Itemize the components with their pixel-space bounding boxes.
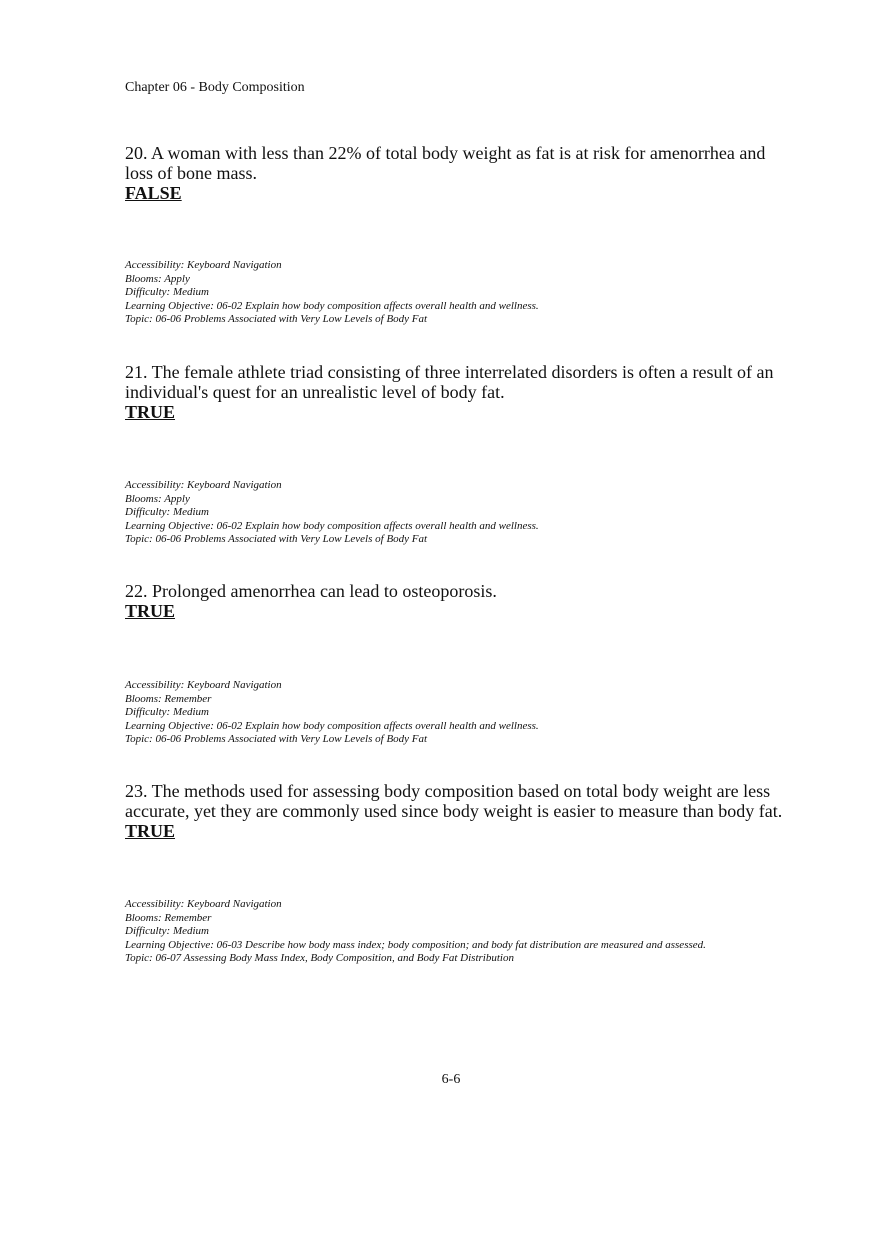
meta-learning-objective: Learning Objective: 06-02 Explain how body composition affects overall health and wellness. xyxy=(125,519,539,532)
question-20 xyxy=(125,143,785,203)
question-23-metadata xyxy=(125,898,825,966)
question-text: 23. The methods used for assessing body composition based on total body weight are less accurate, yet they are commonly used since body weight is easier to measure than body fat. xyxy=(125,781,783,821)
meta-difficulty: Difficulty: Medium xyxy=(125,286,210,298)
meta-accessibility: Accessibility: Keyboard Navigation xyxy=(125,898,282,910)
question-text: 21. The female athlete triad consisting of three interrelated disorders is often a result of an individual's quest for an unrealistic level of body fat. xyxy=(125,362,774,402)
meta-blooms: Blooms: Apply xyxy=(125,272,190,285)
chapter-header: Chapter 06 - Body Composition xyxy=(125,80,305,95)
question-text: 22. Prolonged amenorrhea can lead to osteoporosis. xyxy=(125,581,497,601)
meta-topic: Topic: 06-06 Problems Associated with Very Low Levels of Body Fat xyxy=(125,313,428,325)
question-answer: TRUE xyxy=(125,402,176,422)
question-23 xyxy=(125,781,785,841)
meta-difficulty: Difficulty: Medium xyxy=(125,706,210,718)
page-number: 6-6 xyxy=(441,1072,461,1087)
meta-topic: Topic: 06-06 Problems Associated with Very Low Levels of Body Fat xyxy=(125,733,428,745)
question-22-metadata xyxy=(125,679,825,747)
question-22 xyxy=(125,581,785,621)
question-text: 20. A woman with less than 22% of total body weight as fat is at risk for amenorrhea and loss of bone mass. xyxy=(125,143,766,183)
question-21-metadata xyxy=(125,479,825,547)
meta-learning-objective: Learning Objective: 06-02 Explain how body composition affects overall health and wellness. xyxy=(125,719,539,732)
meta-blooms: Blooms: Remember xyxy=(125,692,212,705)
meta-accessibility: Accessibility: Keyboard Navigation xyxy=(125,679,282,691)
meta-blooms: Blooms: Remember xyxy=(125,911,212,924)
question-answer: TRUE xyxy=(125,821,176,841)
meta-learning-objective: Learning Objective: 06-02 Explain how body composition affects overall health and wellness. xyxy=(125,299,539,312)
meta-topic: Topic: 06-06 Problems Associated with Very Low Levels of Body Fat xyxy=(125,533,428,545)
question-20-metadata xyxy=(125,259,825,327)
meta-accessibility: Accessibility: Keyboard Navigation xyxy=(125,479,282,491)
meta-difficulty: Difficulty: Medium xyxy=(125,506,210,518)
question-answer: TRUE xyxy=(125,601,176,621)
question-answer: FALSE xyxy=(125,183,182,203)
meta-accessibility: Accessibility: Keyboard Navigation xyxy=(125,259,282,271)
question-21 xyxy=(125,362,785,422)
meta-learning-objective: Learning Objective: 06-03 Describe how body mass index; body composition; and body fat distribution are measured and assessed. xyxy=(125,938,706,951)
meta-topic: Topic: 06-07 Assessing Body Mass Index, Body Composition, and Body Fat Distribution xyxy=(125,952,514,964)
meta-difficulty: Difficulty: Medium xyxy=(125,925,210,937)
meta-blooms: Blooms: Apply xyxy=(125,492,190,505)
